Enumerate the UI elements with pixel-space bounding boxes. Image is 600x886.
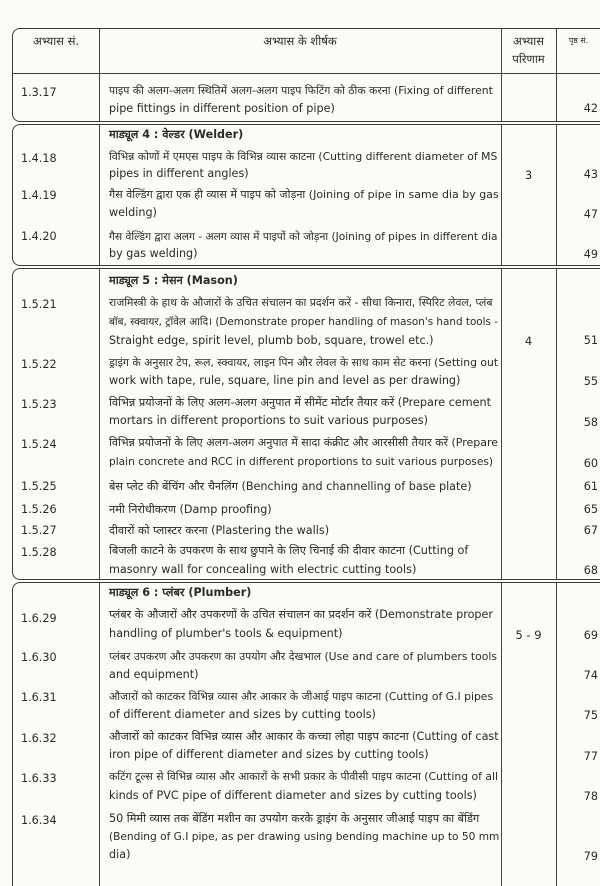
module-5-result: 4 — [524, 334, 533, 348]
row-1632-line2: iron pipe of different diameter and sizes by cutting tools) — [109, 748, 429, 761]
row-1526-page: 65 — [583, 503, 598, 516]
row-1528-number: 1.5.28 — [21, 546, 57, 559]
row-1523-page: 58 — [583, 416, 598, 429]
row-1420-line2: by gas welding) — [109, 247, 198, 260]
module-6-title: माड्यूल 6 : प्लंबर (Plumber) — [109, 586, 252, 599]
row-1632-page: 77 — [583, 750, 598, 763]
row-1634-number: 1.6.34 — [21, 814, 57, 827]
row-1631-line2: of different diameter and sizes by cutting tools) — [109, 708, 376, 721]
module-5-title: माड्यूल 5 : मेसन (Mason) — [109, 274, 238, 287]
row-1524-number: 1.5.24 — [21, 438, 57, 451]
row-1629-line2: handling of plumber's tools & equipment) — [109, 627, 343, 640]
row-1634-line1: 50 मिमी व्यास तक बेंडिंग मशीन का उपयोग करके ड्राइंग के अनुसार जीआई पाइप का बेंडिंग — [109, 812, 480, 825]
row-1420-line1: गैस वेल्डिंग द्वारा अलग - अलग व्यास में पाइपों को जोड़ना (Joining of pipes in different dia — [109, 231, 498, 243]
row-1527-number: 1.5.27 — [21, 524, 57, 537]
row-1525-page: 61 — [583, 480, 598, 493]
row-1630-page: 74 — [583, 669, 598, 682]
row-1418-line1: विभिन्न कोणों में एमएस पाइप के विभिन्न व्यास काटना (Cutting different diameter of MS — [109, 150, 498, 163]
row-1629-line1: प्लंबर के औजारों और उपकरणों के उचित संचालन का प्रदर्शन करें (Demonstrate proper — [109, 608, 493, 621]
row-1527-page: 67 — [583, 524, 598, 537]
row-1525-number: 1.5.25 — [21, 480, 57, 493]
row-1523-number: 1.5.23 — [21, 398, 57, 411]
row-1630-line2: and equipment) — [109, 668, 199, 681]
row-1526-line1: नमी निरोधीकरण (Damp proofing) — [109, 503, 272, 516]
row-1419-line1: गैस वेल्डिंग द्वारा एक ही व्यास में पाइप को जोड़ना (Joining of pipe in same dia by gas — [109, 188, 499, 201]
row-1522-page: 55 — [583, 375, 598, 388]
row-1634-page: 79 — [583, 850, 598, 863]
row-1521-line2: बॉब, स्क्वायर, ट्रॉवेल आदि। (Demonstrate proper handling of mason's hand tools - — [109, 316, 499, 328]
row-1631-page: 75 — [583, 709, 598, 722]
module-4-title: माड्यूल 4 : वेल्डर (Welder) — [109, 128, 244, 141]
row-1418-line2: pipes in different angles) — [109, 167, 249, 180]
header-number: अभ्यास सं. — [32, 34, 80, 48]
row-1632-line1: औजारों को काटकर विभिन्न व्यास और आकार के कच्चा लोहा पाइप काटना (Cutting of cast — [109, 730, 499, 743]
row-1521-number: 1.5.21 — [21, 298, 57, 311]
row-1523-line1: विभिन्न प्रयोजनों के लिए अलग-अलग अनुपात में सीमेंट मोर्टार तैयार करें (Prepare cement — [109, 396, 491, 409]
row-1524-line2: plain concrete and RCC in different proportions to suit various purposes) — [109, 456, 493, 468]
module-6-result: 5 - 9 — [515, 628, 542, 642]
row-1526-number: 1.5.26 — [21, 503, 57, 516]
row-1629-page: 69 — [583, 629, 598, 642]
row-1521-page: 51 — [583, 334, 598, 347]
row-1522-number: 1.5.22 — [21, 358, 57, 371]
header-result-line1: अभ्यास — [513, 34, 544, 48]
row-1630-number: 1.6.30 — [21, 651, 57, 664]
header-title: अभ्यास के शीर्षक — [263, 34, 337, 48]
row-1521-line1: राजमिस्त्री के हाथ के औजारों के उचित संचालन का प्रदर्शन करें - सीधा किनारा, स्पिरिट लेवल, प्लंब — [109, 296, 493, 309]
row-1317-line1: पाइप की अलग-अलग स्थितिमें अलग-अलग पाइप फिटिंग को ठीक करना (Fixing of different — [109, 84, 493, 97]
header-page: पृष्ठ सं. — [568, 36, 589, 45]
row-1522-line1: ड्राइंग के अनुसार टेप, रूल, स्क्वायर, लाइन पिन और लेवल के साथ काम सेट करना (Setting out — [109, 356, 499, 369]
row-1525-line1: बेस प्लेट की बेंचिंग और चैनलिंग (Benching and channelling of base plate) — [109, 480, 472, 493]
row-1418-number: 1.4.18 — [21, 152, 57, 165]
row-1528-line2: masonry wall for concealing with electric cutting tools) — [109, 563, 417, 576]
row-1632-number: 1.6.32 — [21, 732, 57, 745]
row-1524-line1: विभिन्न प्रयोजनों के लिए अलग-अलग अनुपात में सादा कंक्रीट और आरसीसी तैयार करें (Prepare — [109, 436, 499, 449]
row-1634-line2: (Bending of G.I pipe, as per drawing using bending machine up to 50 mm — [109, 831, 500, 843]
row-1630-line1: प्लंबर उपकरण और उपकरण का उपयोग और देखभाल (Use and care of plumbers tools — [109, 650, 497, 663]
header-result-line2: परिणाम — [512, 52, 545, 66]
module-4-box — [12, 124, 600, 266]
row-1521-line3: Straight edge, spirit level, plumb bob, square, trowel etc.) — [109, 334, 434, 347]
row-1631-line1: औजारों को काटकर विभिन्न व्यास और आकार के जीआई पाइप काटना (Cutting of G.I pipes — [109, 690, 494, 703]
row-1527-line1: दीवारों को प्लास्टर करना (Plastering the walls) — [109, 524, 330, 537]
row-1524-page: 60 — [583, 457, 598, 470]
row-1528-page: 68 — [583, 564, 598, 577]
row-1633-number: 1.6.33 — [21, 772, 57, 785]
row-1629-number: 1.6.29 — [21, 612, 57, 625]
row-1523-line2: mortars in different proportions to suit various purposes) — [109, 414, 428, 427]
row-1418-page: 43 — [583, 168, 598, 181]
row-1522-line2: work with tape, rule, square, line pin and level as per drawing) — [109, 374, 461, 387]
row-1420-number: 1.4.20 — [21, 230, 57, 243]
row-1317-number: 1.3.17 — [21, 86, 57, 99]
row-1317-line2: pipe fittings in different position of pipe) — [109, 102, 335, 115]
row-1633-page: 78 — [583, 790, 598, 803]
row-1633-line2: kinds of PVC pipe of different diameter and sizes by cutting tools) — [109, 789, 477, 802]
row-1317-page: 42 — [583, 102, 598, 115]
header-box — [12, 28, 600, 122]
row-1419-page: 47 — [583, 208, 598, 221]
row-1419-line2: welding) — [109, 206, 157, 219]
row-1420-page: 49 — [583, 248, 598, 261]
module-6-box — [12, 582, 600, 886]
row-1631-number: 1.6.31 — [21, 691, 57, 704]
row-1528-line1: बिजली काटने के उपकरण के साथ छुपाने के लिए चिनाई की दीवार काटना (Cutting of — [109, 544, 469, 557]
row-1633-line1: कटिंग टूल्स से विभिन्न व्यास और आकारों के सभी प्रकार के पीवीसी पाइप काटना (Cutting of all — [109, 770, 498, 783]
module-4-result: 3 — [524, 168, 533, 182]
row-1419-number: 1.4.19 — [21, 189, 57, 202]
row-1634-line3: dia) — [109, 848, 131, 861]
module-5-box — [12, 268, 600, 580]
